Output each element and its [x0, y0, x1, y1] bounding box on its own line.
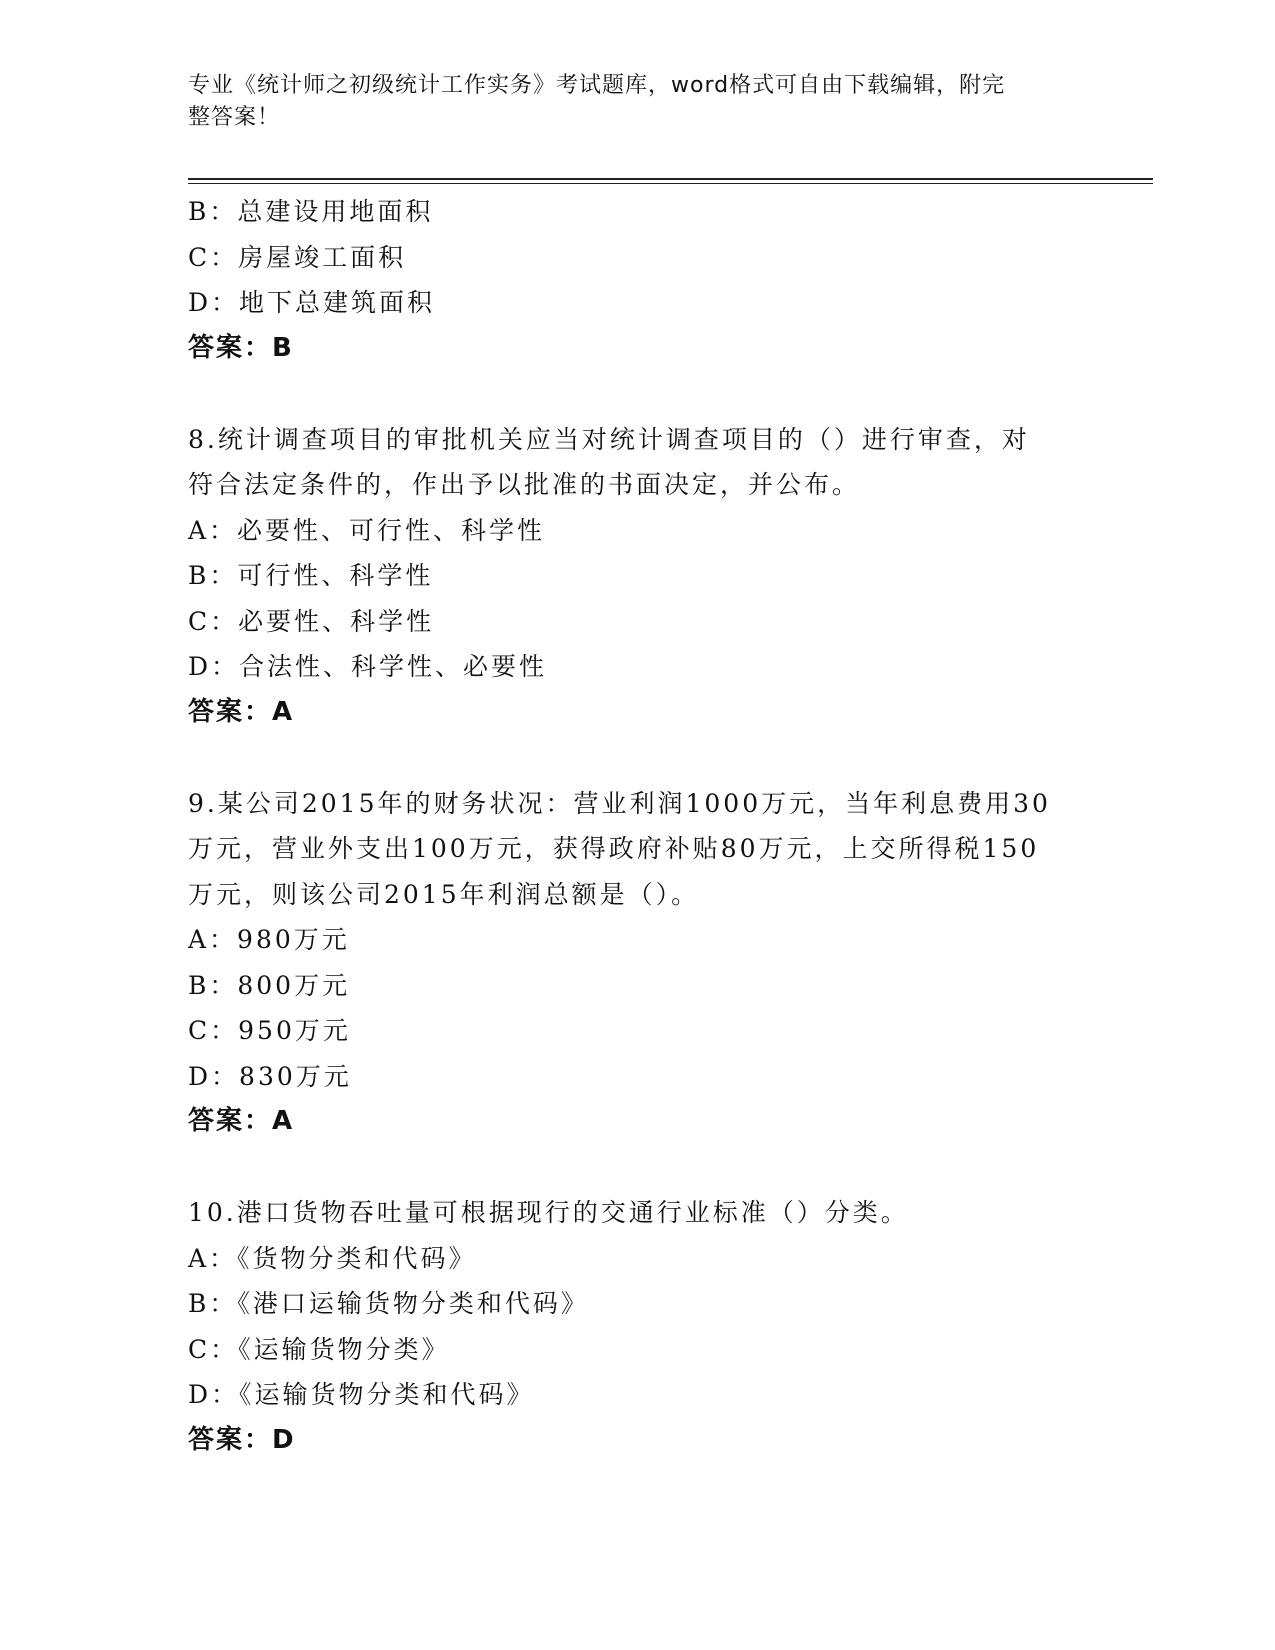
answer-label: 答案：B: [188, 332, 294, 363]
option-d: D：地下总建筑面积: [188, 288, 436, 317]
option-a: A：必要性、可行性、科学性: [188, 515, 546, 545]
spacer: [188, 735, 1088, 781]
question-stem: 10.港口货物吞吐量可根据现行的交通行业标准（）分类。: [188, 1198, 909, 1227]
question-stem: 8.统计调查项目的审批机关应当对统计调查项目的（）进行审查，对: [188, 424, 1030, 454]
option-a: A：《货物分类和代码》: [188, 1243, 477, 1273]
answer-label: 答案：D: [188, 1424, 296, 1455]
header-line-1: 专业《统计师之初级统计工作实务》考试题库，word格式可自由下载编辑，附完: [188, 73, 1006, 98]
page-header: [188, 70, 1088, 134]
question-list: [188, 189, 1088, 1463]
question-stem: 万元，则该公司2015年利润总额是（）。: [188, 879, 700, 909]
answer-label: 答案：A: [188, 1106, 295, 1136]
option-b: B：《港口运输货物分类和代码》: [188, 1289, 589, 1318]
option-a: A：980万元: [188, 925, 350, 954]
question-9: [188, 781, 1088, 1145]
question-stem: 符合法定条件的，作出予以批准的书面决定，并公布。: [188, 470, 861, 499]
spacer: [188, 371, 1088, 417]
spacer: [188, 1145, 1088, 1191]
option-c: C：必要性、科学性: [188, 606, 435, 636]
answer-label: 答案：A: [188, 696, 295, 727]
option-d: D：合法性、科学性、必要性: [188, 652, 548, 681]
question-7: [188, 189, 1088, 371]
option-d: D：830万元: [188, 1061, 352, 1091]
option-c: C：《运输货物分类》: [188, 1334, 450, 1364]
option-b: B：800万元: [188, 970, 351, 1000]
option-c: C：950万元: [188, 1016, 351, 1045]
option-c: C：房屋竣工面积: [188, 242, 407, 272]
question-8: [188, 417, 1088, 736]
question-stem: 9.某公司2015年的财务状况：营业利润1000万元，当年利息费用30: [188, 788, 1051, 818]
option-b: B：总建设用地面积: [188, 197, 434, 226]
question-stem: 万元，营业外支出100万元，获得政府补贴80万元，上交所得税150: [188, 834, 1040, 863]
header-line-2: 整答案！: [188, 105, 281, 130]
header-divider-thick: [188, 178, 1153, 180]
question-10: [188, 1190, 1088, 1463]
header-divider-thin: [188, 183, 1153, 184]
option-d: D：《运输货物分类和代码》: [188, 1380, 535, 1409]
option-b: B：可行性、科学性: [188, 561, 434, 590]
